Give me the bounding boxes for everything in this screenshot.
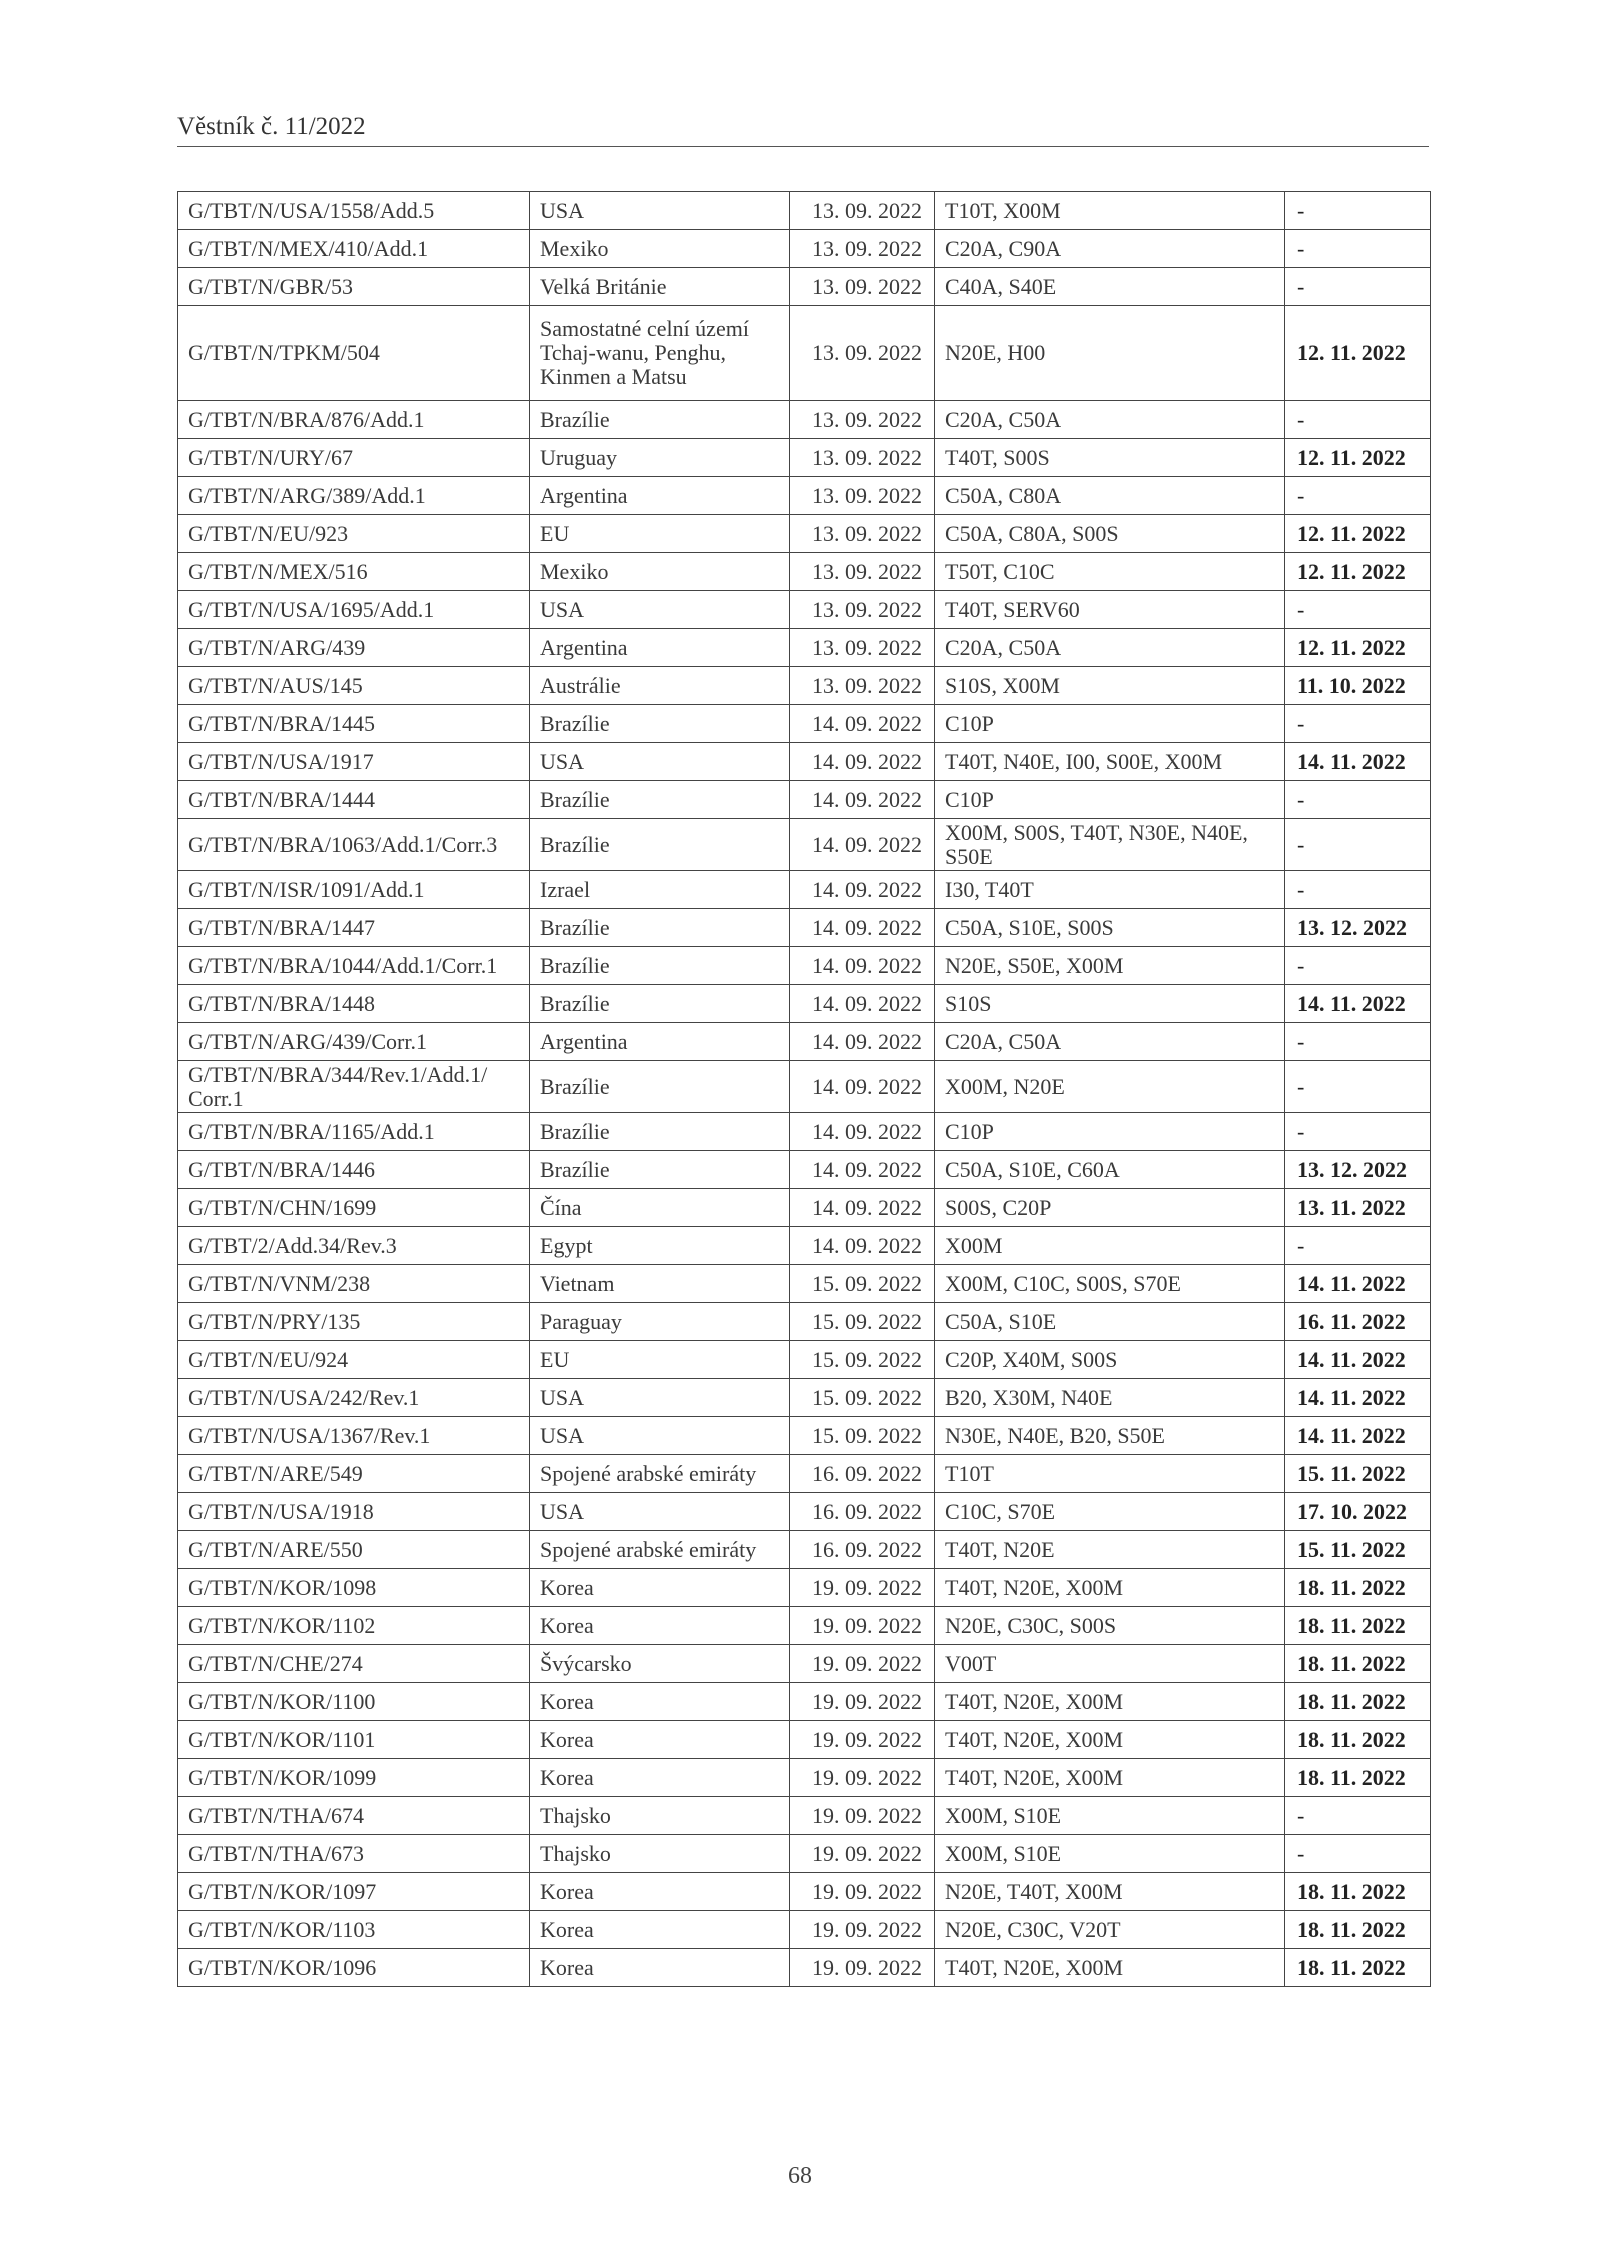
country-cell: Spojené arabské emiráty bbox=[530, 1455, 790, 1493]
ics-codes-cell: C50A, S10E, S00S bbox=[935, 909, 1285, 947]
notification-code: G/TBT/N/KOR/1096 bbox=[178, 1949, 530, 1987]
date-cell: 13. 09. 2022 bbox=[790, 515, 935, 553]
table-row bbox=[178, 1569, 1431, 1607]
date-cell: 14. 09. 2022 bbox=[790, 909, 935, 947]
deadline-cell: 18. 11. 2022 bbox=[1285, 1645, 1431, 1683]
ics-codes-cell: S10S, X00M bbox=[935, 667, 1285, 705]
ics-codes-cell: T40T, N20E, X00M bbox=[935, 1683, 1285, 1721]
ics-codes-cell: C20A, C50A bbox=[935, 629, 1285, 667]
country-cell: Korea bbox=[530, 1949, 790, 1987]
notification-code: G/TBT/N/BRA/1446 bbox=[178, 1151, 530, 1189]
country-cell: Austrálie bbox=[530, 667, 790, 705]
table-row bbox=[178, 1455, 1431, 1493]
ics-codes-cell: V00T bbox=[935, 1645, 1285, 1683]
date-cell: 13. 09. 2022 bbox=[790, 439, 935, 477]
ics-codes-cell: X00M, C10C, S00S, S70E bbox=[935, 1265, 1285, 1303]
deadline-cell: 14. 11. 2022 bbox=[1285, 1265, 1431, 1303]
deadline-cell: 13. 12. 2022 bbox=[1285, 1151, 1431, 1189]
ics-codes-cell: N20E, T40T, X00M bbox=[935, 1873, 1285, 1911]
country-cell: Vietnam bbox=[530, 1265, 790, 1303]
notification-code: G/TBT/N/BRA/1445 bbox=[178, 705, 530, 743]
date-cell: 14. 09. 2022 bbox=[790, 1151, 935, 1189]
country-cell: USA bbox=[530, 192, 790, 230]
table-row bbox=[178, 1227, 1431, 1265]
notification-code: G/TBT/N/ISR/1091/Add.1 bbox=[178, 871, 530, 909]
country-cell: Brazílie bbox=[530, 705, 790, 743]
date-cell: 19. 09. 2022 bbox=[790, 1949, 935, 1987]
country-cell: Argentina bbox=[530, 477, 790, 515]
date-cell: 13. 09. 2022 bbox=[790, 401, 935, 439]
ics-codes-cell: C50A, S10E, C60A bbox=[935, 1151, 1285, 1189]
date-cell: 14. 09. 2022 bbox=[790, 1189, 935, 1227]
notification-code: G/TBT/N/PRY/135 bbox=[178, 1303, 530, 1341]
notification-code: G/TBT/N/VNM/238 bbox=[178, 1265, 530, 1303]
deadline-cell: 18. 11. 2022 bbox=[1285, 1569, 1431, 1607]
table-row bbox=[178, 1493, 1431, 1531]
notification-code: G/TBT/N/EU/923 bbox=[178, 515, 530, 553]
notification-code: G/TBT/N/ARG/439/Corr.1 bbox=[178, 1023, 530, 1061]
country-cell: Brazílie bbox=[530, 909, 790, 947]
deadline-cell: 18. 11. 2022 bbox=[1285, 1873, 1431, 1911]
ics-codes-cell: T40T, SERV60 bbox=[935, 591, 1285, 629]
table-row bbox=[178, 1607, 1431, 1645]
ics-codes-cell: C10P bbox=[935, 705, 1285, 743]
country-cell: Brazílie bbox=[530, 401, 790, 439]
deadline-cell: - bbox=[1285, 819, 1431, 871]
ics-codes-cell: T40T, S00S bbox=[935, 439, 1285, 477]
notification-code: G/TBT/N/URY/67 bbox=[178, 439, 530, 477]
notification-code: G/TBT/N/BRA/1165/Add.1 bbox=[178, 1113, 530, 1151]
deadline-cell: 15. 11. 2022 bbox=[1285, 1531, 1431, 1569]
date-cell: 19. 09. 2022 bbox=[790, 1569, 935, 1607]
ics-codes-cell: T40T, N40E, I00, S00E, X00M bbox=[935, 743, 1285, 781]
country-cell: Brazílie bbox=[530, 781, 790, 819]
table-row bbox=[178, 667, 1431, 705]
deadline-cell: 18. 11. 2022 bbox=[1285, 1911, 1431, 1949]
table-row bbox=[178, 1417, 1431, 1455]
page-number: 68 bbox=[788, 2163, 812, 2189]
table-row bbox=[178, 871, 1431, 909]
notification-code: G/TBT/N/BRA/1044/Add.1/Corr.1 bbox=[178, 947, 530, 985]
deadline-cell: 16. 11. 2022 bbox=[1285, 1303, 1431, 1341]
country-cell: Korea bbox=[530, 1721, 790, 1759]
ics-codes-cell: B20, X30M, N40E bbox=[935, 1379, 1285, 1417]
notification-code: G/TBT/N/BRA/1063/Add.1/Corr.3 bbox=[178, 819, 530, 871]
date-cell: 16. 09. 2022 bbox=[790, 1455, 935, 1493]
bulletin-title: Věstník č. 11/2022 bbox=[177, 113, 366, 140]
date-cell: 15. 09. 2022 bbox=[790, 1417, 935, 1455]
ics-codes-cell: N30E, N40E, B20, S50E bbox=[935, 1417, 1285, 1455]
notification-code: G/TBT/N/KOR/1097 bbox=[178, 1873, 530, 1911]
deadline-cell: 12. 11. 2022 bbox=[1285, 439, 1431, 477]
deadline-cell: 17. 10. 2022 bbox=[1285, 1493, 1431, 1531]
deadline-cell: 12. 11. 2022 bbox=[1285, 629, 1431, 667]
deadline-cell: - bbox=[1285, 401, 1431, 439]
country-cell: EU bbox=[530, 1341, 790, 1379]
ics-codes-cell: C10P bbox=[935, 1113, 1285, 1151]
deadline-cell: 14. 11. 2022 bbox=[1285, 1341, 1431, 1379]
date-cell: 13. 09. 2022 bbox=[790, 667, 935, 705]
date-cell: 13. 09. 2022 bbox=[790, 230, 935, 268]
table-row bbox=[178, 1341, 1431, 1379]
notification-code: G/TBT/N/CHE/274 bbox=[178, 1645, 530, 1683]
deadline-cell: - bbox=[1285, 230, 1431, 268]
date-cell: 14. 09. 2022 bbox=[790, 1227, 935, 1265]
deadline-cell: - bbox=[1285, 268, 1431, 306]
notification-code: G/TBT/N/KOR/1099 bbox=[178, 1759, 530, 1797]
deadline-cell: - bbox=[1285, 1227, 1431, 1265]
ics-codes-cell: C10P bbox=[935, 781, 1285, 819]
notification-code: G/TBT/N/BRA/1448 bbox=[178, 985, 530, 1023]
notification-code: G/TBT/2/Add.34/Rev.3 bbox=[178, 1227, 530, 1265]
ics-codes-cell: C20P, X40M, S00S bbox=[935, 1341, 1285, 1379]
notification-code: G/TBT/N/ARG/389/Add.1 bbox=[178, 477, 530, 515]
notification-code: G/TBT/N/MEX/516 bbox=[178, 553, 530, 591]
country-cell: Korea bbox=[530, 1569, 790, 1607]
table-row bbox=[178, 1797, 1431, 1835]
notification-code: G/TBT/N/EU/924 bbox=[178, 1341, 530, 1379]
notification-code: G/TBT/N/ARG/439 bbox=[178, 629, 530, 667]
table-row bbox=[178, 705, 1431, 743]
ics-codes-cell: N20E, S50E, X00M bbox=[935, 947, 1285, 985]
ics-codes-cell: C50A, C80A bbox=[935, 477, 1285, 515]
ics-codes-cell: X00M, S10E bbox=[935, 1797, 1285, 1835]
table-row bbox=[178, 909, 1431, 947]
table-row bbox=[178, 743, 1431, 781]
date-cell: 19. 09. 2022 bbox=[790, 1683, 935, 1721]
table-row bbox=[178, 781, 1431, 819]
notification-code: G/TBT/N/TPKM/504 bbox=[178, 306, 530, 401]
country-cell: Korea bbox=[530, 1759, 790, 1797]
ics-codes-cell: X00M, S00S, T40T, N30E, N40E, S50E bbox=[935, 819, 1285, 871]
country-cell: Thajsko bbox=[530, 1835, 790, 1873]
date-cell: 14. 09. 2022 bbox=[790, 781, 935, 819]
date-cell: 13. 09. 2022 bbox=[790, 268, 935, 306]
country-cell: Brazílie bbox=[530, 947, 790, 985]
country-cell: Korea bbox=[530, 1683, 790, 1721]
ics-codes-cell: N20E, C30C, V20T bbox=[935, 1911, 1285, 1949]
deadline-cell: - bbox=[1285, 192, 1431, 230]
table-row bbox=[178, 1023, 1431, 1061]
deadline-cell: - bbox=[1285, 1113, 1431, 1151]
ics-codes-cell: X00M bbox=[935, 1227, 1285, 1265]
deadline-cell: 18. 11. 2022 bbox=[1285, 1683, 1431, 1721]
date-cell: 14. 09. 2022 bbox=[790, 1023, 935, 1061]
deadline-cell: - bbox=[1285, 1061, 1431, 1113]
deadline-cell: - bbox=[1285, 1023, 1431, 1061]
notification-code: G/TBT/N/THA/673 bbox=[178, 1835, 530, 1873]
country-cell: Velká Británie bbox=[530, 268, 790, 306]
date-cell: 13. 09. 2022 bbox=[790, 591, 935, 629]
country-cell: USA bbox=[530, 1417, 790, 1455]
notification-code: G/TBT/N/KOR/1098 bbox=[178, 1569, 530, 1607]
country-cell: Argentina bbox=[530, 629, 790, 667]
date-cell: 15. 09. 2022 bbox=[790, 1303, 935, 1341]
ics-codes-cell: C20A, C50A bbox=[935, 401, 1285, 439]
date-cell: 19. 09. 2022 bbox=[790, 1607, 935, 1645]
table-row bbox=[178, 1151, 1431, 1189]
table-row bbox=[178, 1683, 1431, 1721]
ics-codes-cell: T40T, N20E, X00M bbox=[935, 1759, 1285, 1797]
ics-codes-cell: T40T, N20E, X00M bbox=[935, 1721, 1285, 1759]
ics-codes-cell: T40T, N20E bbox=[935, 1531, 1285, 1569]
table-row bbox=[178, 591, 1431, 629]
country-cell: Argentina bbox=[530, 1023, 790, 1061]
date-cell: 19. 09. 2022 bbox=[790, 1721, 935, 1759]
country-cell: Uruguay bbox=[530, 439, 790, 477]
country-cell: Korea bbox=[530, 1911, 790, 1949]
country-cell: Čína bbox=[530, 1189, 790, 1227]
deadline-cell: 18. 11. 2022 bbox=[1285, 1607, 1431, 1645]
notification-code: G/TBT/N/USA/1917 bbox=[178, 743, 530, 781]
country-cell: Mexiko bbox=[530, 553, 790, 591]
table-row bbox=[178, 192, 1431, 230]
date-cell: 13. 09. 2022 bbox=[790, 192, 935, 230]
country-cell: Korea bbox=[530, 1607, 790, 1645]
notification-code: G/TBT/N/MEX/410/Add.1 bbox=[178, 230, 530, 268]
deadline-cell: 13. 12. 2022 bbox=[1285, 909, 1431, 947]
notification-code: G/TBT/N/KOR/1102 bbox=[178, 1607, 530, 1645]
ics-codes-cell: C50A, C80A, S00S bbox=[935, 515, 1285, 553]
table-row bbox=[178, 819, 1431, 871]
country-cell: USA bbox=[530, 1379, 790, 1417]
deadline-cell: 12. 11. 2022 bbox=[1285, 515, 1431, 553]
country-cell: USA bbox=[530, 1493, 790, 1531]
ics-codes-cell: C40A, S40E bbox=[935, 268, 1285, 306]
table-row bbox=[178, 477, 1431, 515]
table-row bbox=[178, 1873, 1431, 1911]
notification-code: G/TBT/N/BRA/1444 bbox=[178, 781, 530, 819]
date-cell: 15. 09. 2022 bbox=[790, 1265, 935, 1303]
table-body bbox=[178, 192, 1431, 1987]
ics-codes-cell: I30, T40T bbox=[935, 871, 1285, 909]
ics-codes-cell: T10T, X00M bbox=[935, 192, 1285, 230]
notification-code: G/TBT/N/USA/242/Rev.1 bbox=[178, 1379, 530, 1417]
notification-code: G/TBT/N/KOR/1103 bbox=[178, 1911, 530, 1949]
table-row bbox=[178, 1379, 1431, 1417]
notification-table bbox=[177, 191, 1431, 1987]
ics-codes-cell: N20E, H00 bbox=[935, 306, 1285, 401]
table-row bbox=[178, 1911, 1431, 1949]
notification-code: G/TBT/N/KOR/1100 bbox=[178, 1683, 530, 1721]
country-cell: Egypt bbox=[530, 1227, 790, 1265]
country-cell: USA bbox=[530, 743, 790, 781]
ics-codes-cell: T10T bbox=[935, 1455, 1285, 1493]
date-cell: 14. 09. 2022 bbox=[790, 947, 935, 985]
country-cell: Brazílie bbox=[530, 1113, 790, 1151]
date-cell: 19. 09. 2022 bbox=[790, 1797, 935, 1835]
table-row bbox=[178, 553, 1431, 591]
ics-codes-cell: N20E, C30C, S00S bbox=[935, 1607, 1285, 1645]
date-cell: 19. 09. 2022 bbox=[790, 1873, 935, 1911]
ics-codes-cell: T40T, N20E, X00M bbox=[935, 1569, 1285, 1607]
date-cell: 14. 09. 2022 bbox=[790, 1061, 935, 1113]
country-cell: Švýcarsko bbox=[530, 1645, 790, 1683]
table-row bbox=[178, 1721, 1431, 1759]
table-row bbox=[178, 401, 1431, 439]
country-cell: Izrael bbox=[530, 871, 790, 909]
date-cell: 19. 09. 2022 bbox=[790, 1759, 935, 1797]
table-row bbox=[178, 1835, 1431, 1873]
deadline-cell: - bbox=[1285, 781, 1431, 819]
deadline-cell: 13. 11. 2022 bbox=[1285, 1189, 1431, 1227]
table-row bbox=[178, 1531, 1431, 1569]
notification-code: G/TBT/N/BRA/1447 bbox=[178, 909, 530, 947]
table-row bbox=[178, 985, 1431, 1023]
date-cell: 19. 09. 2022 bbox=[790, 1911, 935, 1949]
country-cell: Mexiko bbox=[530, 230, 790, 268]
table-row bbox=[178, 947, 1431, 985]
deadline-cell: 12. 11. 2022 bbox=[1285, 306, 1431, 401]
notification-code: G/TBT/N/THA/674 bbox=[178, 1797, 530, 1835]
deadline-cell: 12. 11. 2022 bbox=[1285, 553, 1431, 591]
date-cell: 19. 09. 2022 bbox=[790, 1645, 935, 1683]
notification-code: G/TBT/N/KOR/1101 bbox=[178, 1721, 530, 1759]
deadline-cell: 14. 11. 2022 bbox=[1285, 1417, 1431, 1455]
table-row bbox=[178, 1303, 1431, 1341]
ics-codes-cell: X00M, S10E bbox=[935, 1835, 1285, 1873]
deadline-cell: - bbox=[1285, 1835, 1431, 1873]
ics-codes-cell: S00S, C20P bbox=[935, 1189, 1285, 1227]
notification-code: G/TBT/N/ARE/549 bbox=[178, 1455, 530, 1493]
table-row bbox=[178, 1949, 1431, 1987]
date-cell: 14. 09. 2022 bbox=[790, 1113, 935, 1151]
notification-code: G/TBT/N/ARE/550 bbox=[178, 1531, 530, 1569]
deadline-cell: 14. 11. 2022 bbox=[1285, 743, 1431, 781]
table-row bbox=[178, 1061, 1431, 1113]
ics-codes-cell: C10C, S70E bbox=[935, 1493, 1285, 1531]
page-header bbox=[177, 113, 1429, 147]
notification-code: G/TBT/N/USA/1918 bbox=[178, 1493, 530, 1531]
deadline-cell: 14. 11. 2022 bbox=[1285, 1379, 1431, 1417]
ics-codes-cell: C20A, C50A bbox=[935, 1023, 1285, 1061]
country-cell: Samostatné celní území Tchaj-wanu, Penghu, Kinmen a Matsu bbox=[530, 306, 790, 401]
deadline-cell: - bbox=[1285, 1797, 1431, 1835]
date-cell: 16. 09. 2022 bbox=[790, 1531, 935, 1569]
ics-codes-cell: T40T, N20E, X00M bbox=[935, 1949, 1285, 1987]
notification-code: G/TBT/N/USA/1367/Rev.1 bbox=[178, 1417, 530, 1455]
table-row bbox=[178, 306, 1431, 401]
deadline-cell: - bbox=[1285, 705, 1431, 743]
notification-code: G/TBT/N/USA/1558/Add.5 bbox=[178, 192, 530, 230]
date-cell: 16. 09. 2022 bbox=[790, 1493, 935, 1531]
notification-code: G/TBT/N/BRA/876/Add.1 bbox=[178, 401, 530, 439]
table-row bbox=[178, 1113, 1431, 1151]
deadline-cell: - bbox=[1285, 477, 1431, 515]
country-cell: Brazílie bbox=[530, 1151, 790, 1189]
notification-code: G/TBT/N/USA/1695/Add.1 bbox=[178, 591, 530, 629]
table-row bbox=[178, 629, 1431, 667]
country-cell: Thajsko bbox=[530, 1797, 790, 1835]
table-row bbox=[178, 1265, 1431, 1303]
date-cell: 13. 09. 2022 bbox=[790, 477, 935, 515]
ics-codes-cell: T50T, C10C bbox=[935, 553, 1285, 591]
table-row bbox=[178, 1189, 1431, 1227]
table-row bbox=[178, 439, 1431, 477]
date-cell: 14. 09. 2022 bbox=[790, 743, 935, 781]
country-cell: Spojené arabské emiráty bbox=[530, 1531, 790, 1569]
date-cell: 15. 09. 2022 bbox=[790, 1341, 935, 1379]
deadline-cell: - bbox=[1285, 871, 1431, 909]
date-cell: 13. 09. 2022 bbox=[790, 553, 935, 591]
country-cell: Paraguay bbox=[530, 1303, 790, 1341]
deadline-cell: 14. 11. 2022 bbox=[1285, 985, 1431, 1023]
deadline-cell: 18. 11. 2022 bbox=[1285, 1949, 1431, 1987]
table-row bbox=[178, 515, 1431, 553]
deadline-cell: 18. 11. 2022 bbox=[1285, 1759, 1431, 1797]
deadline-cell: 11. 10. 2022 bbox=[1285, 667, 1431, 705]
date-cell: 14. 09. 2022 bbox=[790, 871, 935, 909]
table-row bbox=[178, 1759, 1431, 1797]
notification-code: G/TBT/N/AUS/145 bbox=[178, 667, 530, 705]
ics-codes-cell: S10S bbox=[935, 985, 1285, 1023]
date-cell: 15. 09. 2022 bbox=[790, 1379, 935, 1417]
country-cell: Brazílie bbox=[530, 985, 790, 1023]
ics-codes-cell: C20A, C90A bbox=[935, 230, 1285, 268]
ics-codes-cell: X00M, N20E bbox=[935, 1061, 1285, 1113]
date-cell: 14. 09. 2022 bbox=[790, 705, 935, 743]
country-cell: USA bbox=[530, 591, 790, 629]
deadline-cell: - bbox=[1285, 947, 1431, 985]
country-cell: Brazílie bbox=[530, 819, 790, 871]
date-cell: 14. 09. 2022 bbox=[790, 819, 935, 871]
deadline-cell: - bbox=[1285, 591, 1431, 629]
table-row bbox=[178, 268, 1431, 306]
table-row bbox=[178, 230, 1431, 268]
notification-code: G/TBT/N/GBR/53 bbox=[178, 268, 530, 306]
country-cell: EU bbox=[530, 515, 790, 553]
table-row bbox=[178, 1645, 1431, 1683]
country-cell: Brazílie bbox=[530, 1061, 790, 1113]
date-cell: 13. 09. 2022 bbox=[790, 306, 935, 401]
notification-code: G/TBT/N/BRA/344/Rev.1/Add.1/ Corr.1 bbox=[178, 1061, 530, 1113]
country-cell: Korea bbox=[530, 1873, 790, 1911]
ics-codes-cell: C50A, S10E bbox=[935, 1303, 1285, 1341]
notification-code: G/TBT/N/CHN/1699 bbox=[178, 1189, 530, 1227]
date-cell: 13. 09. 2022 bbox=[790, 629, 935, 667]
deadline-cell: 15. 11. 2022 bbox=[1285, 1455, 1431, 1493]
date-cell: 19. 09. 2022 bbox=[790, 1835, 935, 1873]
date-cell: 14. 09. 2022 bbox=[790, 985, 935, 1023]
deadline-cell: 18. 11. 2022 bbox=[1285, 1721, 1431, 1759]
